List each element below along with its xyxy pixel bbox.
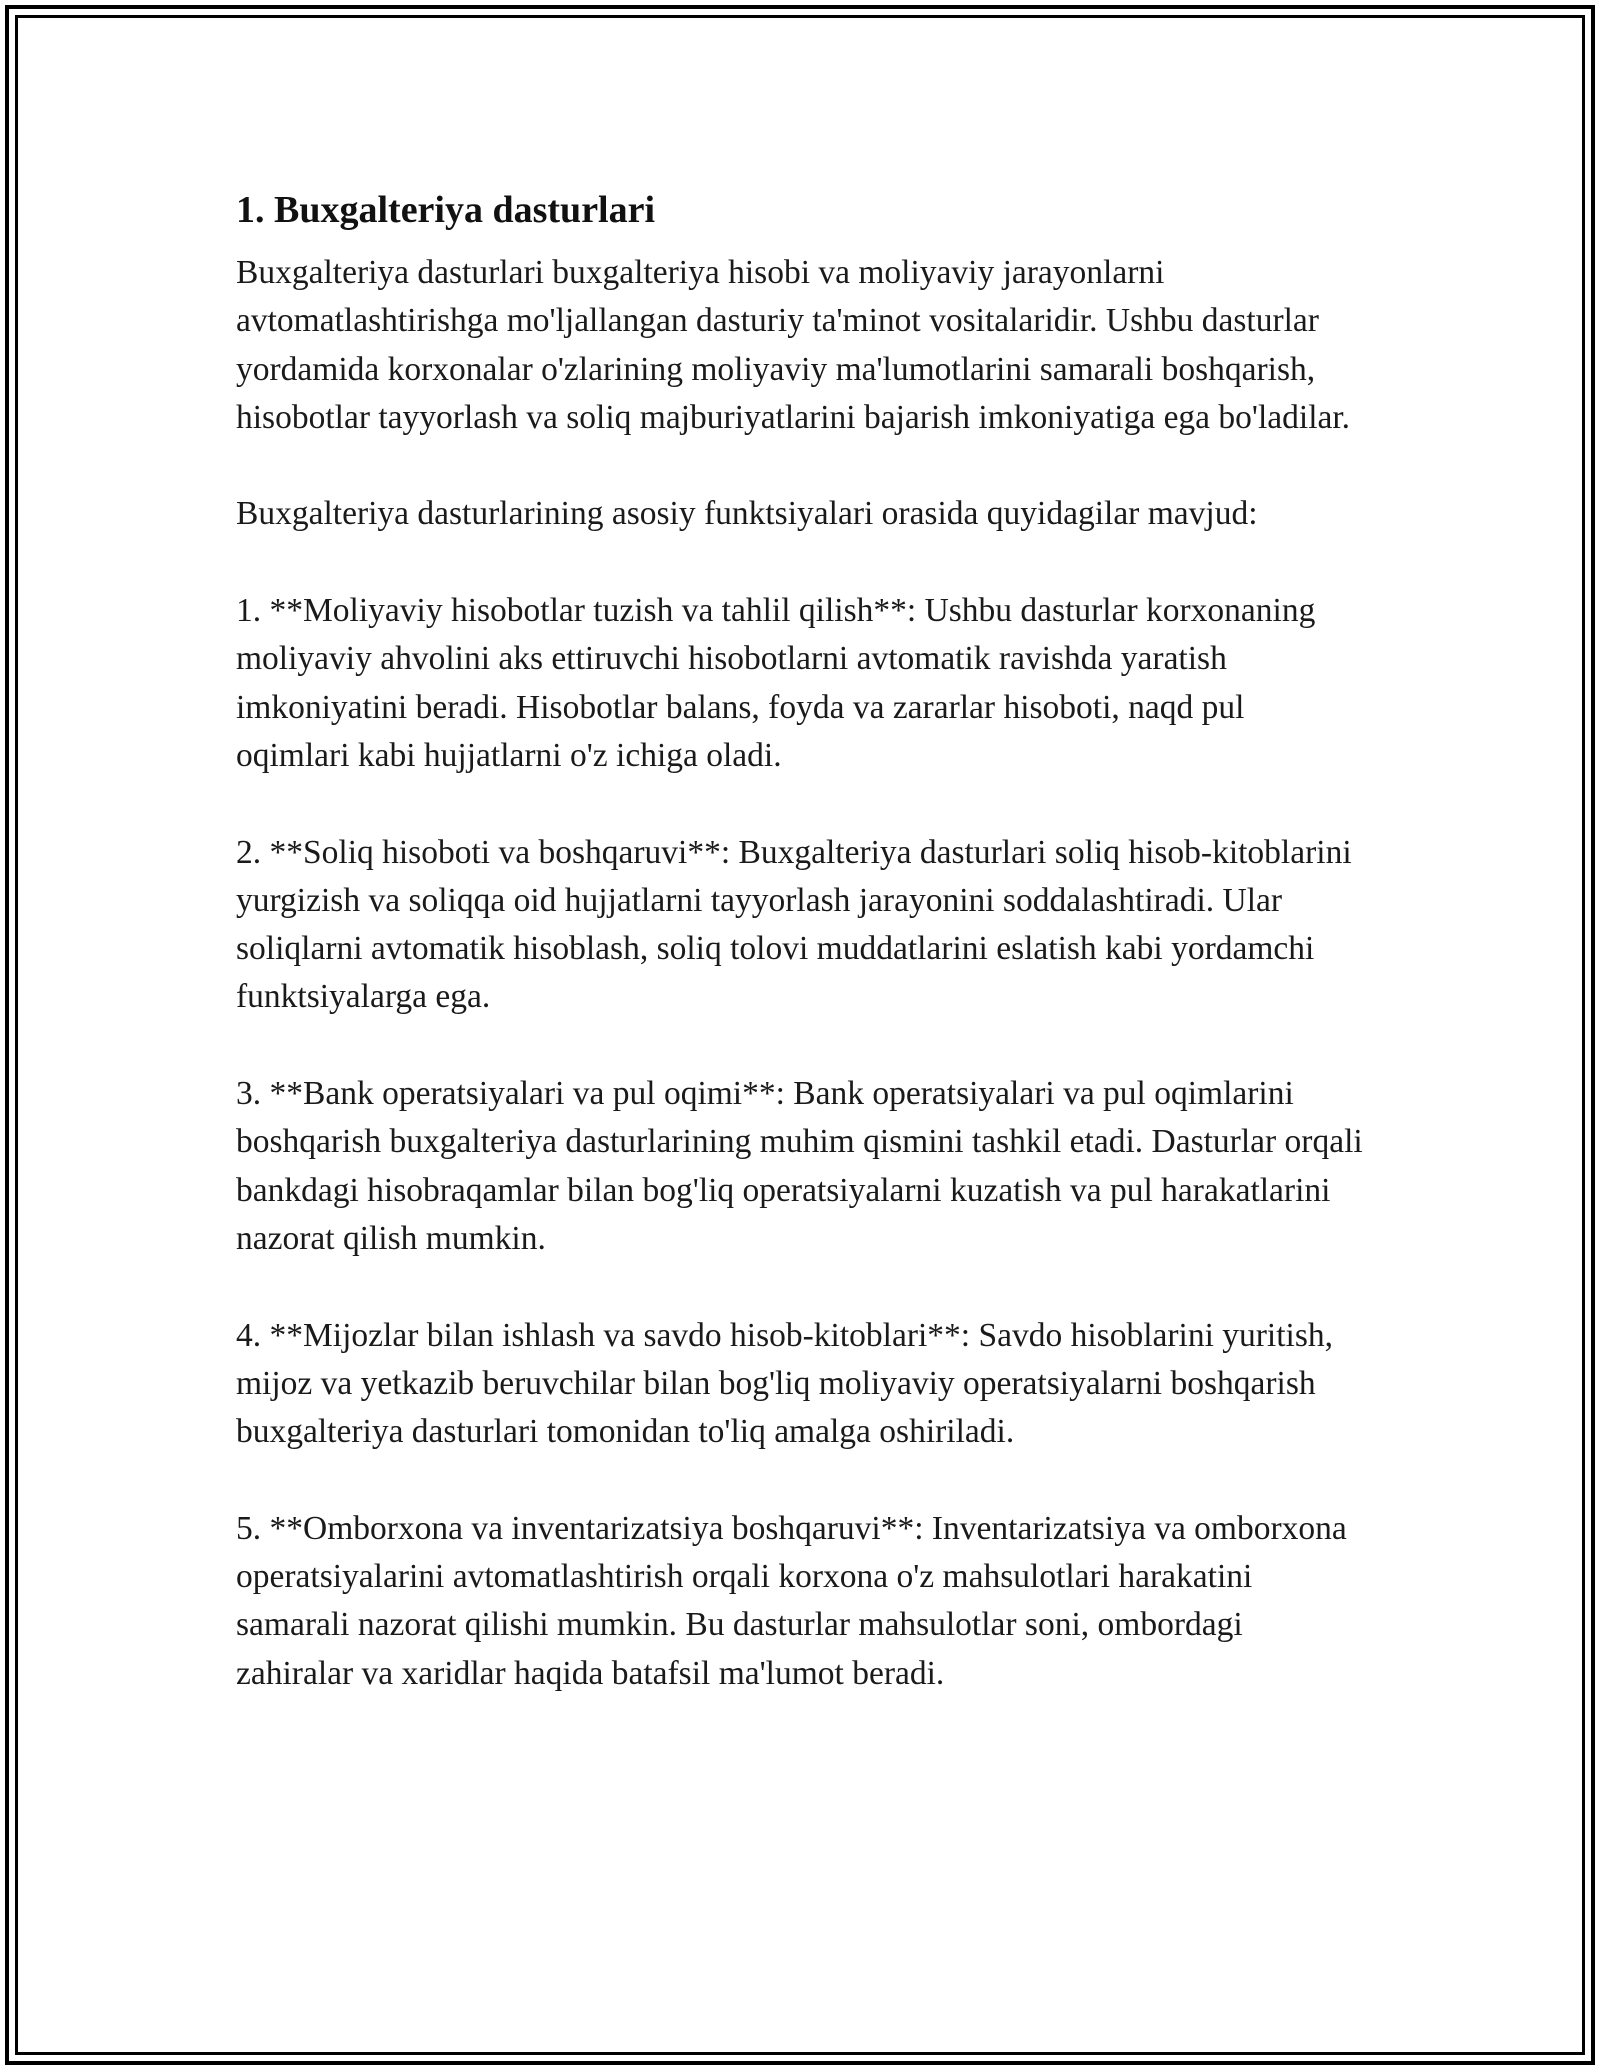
list-item-tax-reporting: 2. **Soliq hisoboti va boshqaruvi**: Buxgalteriya dasturlari soliq hisob-kitoblarini yurgizish va soliqqa oid hujjatlarni tayyorlash jarayonini soddalashtiradi. Ular soliqlarni avtomatik hisoblash, soliq tolovi muddatlarini eslatish kabi yordamchi funktsiyalarga ega. <box>236 833 1352 1016</box>
document-body <box>236 186 1366 1698</box>
section-title: 1. Buxgalteriya dasturlari <box>236 189 656 231</box>
list-item-warehouse-inventory: 5. **Omborxona va inventarizatsiya boshqaruvi**: Inventarizatsiya va omborxona operatsiyalarini avtomatlashtirish orqali korxona o'z mahsulotlari harakatini samarali nazorat qilishi mumkin. Bu dasturlar mahsulotlar soni, ombordagi zahiralar va xaridlar haqida batafsil ma'lumot beradi. <box>236 1509 1347 1692</box>
intro-paragraph: Buxgalteriya dasturlari buxgalteriya hisobi va moliyaviy jarayonlarni avtomatlashtirishga mo'ljallangan dasturiy ta'minot vositalaridir. Ushbu dasturlar yordamida korxonalar o'zlarining moliyaviy ma'lumotlarini samarali boshqarish, hisobotlar tayyorlash va soliq majburiyatlarini bajarish imkoniyatiga ega bo'ladilar. <box>236 254 1351 436</box>
list-intro-paragraph: Buxgalteriya dasturlarining asosiy funktsiyalari orasida quyidagilar mavjud: <box>236 495 1258 533</box>
list-item-customer-sales: 4. **Mijozlar bilan ishlash va savdo hisob-kitoblari**: Savdo hisoblarini yuritish, mijoz va yetkazib beruvchilar bilan bog'liq moliyaviy operatsiyalarni boshqarish buxgalteriya dasturlari tomonidan to'liq amalga oshiriladi. <box>236 1316 1334 1451</box>
list-item-bank-operations: 3. **Bank operatsiyalari va pul oqimi**: Bank operatsiyalari va pul oqimlarini boshqarish buxgalteriya dasturlarining muhim qismini tashkil etadi. Dasturlar orqali bankdagi hisobraqamlar bilan bog'liq operatsiyalarni kuzatish va pul harakatlarini nazorat qilish mumkin. <box>236 1075 1363 1257</box>
list-item-financial-reports: 1. **Moliyaviy hisobotlar tuzish va tahlil qilish**: Ushbu dasturlar korxonaning moliyaviy ahvolini aks ettiruvchi hisobotlarni avtomatik ravishda yaratish imkoniyatini beradi. Hisobotlar balans, foyda va zararlar hisoboti, naqd pul oqimlari kabi hujjatlarni o'z ichiga oladi. <box>236 592 1316 774</box>
